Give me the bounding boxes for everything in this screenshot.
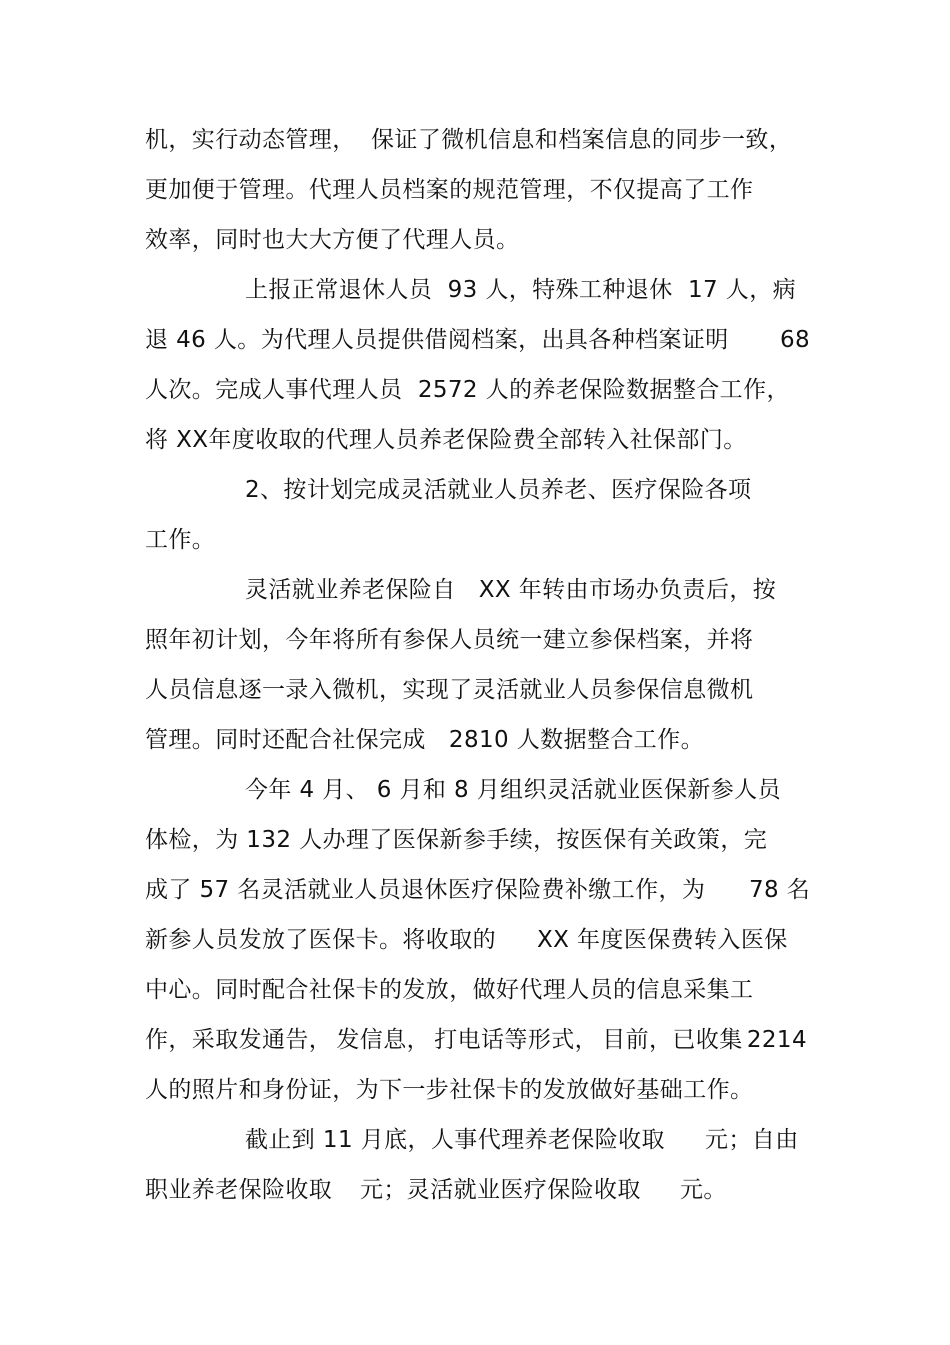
line-segment: 打电话等形式， — [434, 1027, 599, 1053]
paragraph-line: 今年 4 月、 6 月和 8 月组织灵活就业医保新参人员 — [245, 777, 781, 803]
paragraph-fragment: XX 年度医保费转入医保 — [537, 927, 788, 953]
paragraph-line: 将 XX年度收取的代理人员养老保险费全部转入社保部门。 — [145, 427, 747, 453]
paragraph-line: 退 46 人。为代理人员提供借阅档案，出具各种档案证明 — [145, 327, 729, 353]
line-segment: 2214 — [746, 1027, 807, 1053]
paragraph-line: 上报正常退休人员 93 人，特殊工种退休 17 人，病 — [245, 277, 796, 303]
paragraph-line: 成了 57 名灵活就业人员退休医疗保险费补缴工作，为 — [145, 877, 706, 903]
line-segment: 发信息， — [336, 1027, 431, 1053]
paragraph-line: 人员信息逐一录入微机，实现了灵活就业人员参保信息微机 — [145, 677, 754, 703]
paragraph-line: 效率，同时也大大方便了代理人员。 — [145, 227, 520, 253]
paragraph-line: 机，实行动态管理， 保证了微机信息和档案信息的同步一致， — [145, 127, 793, 153]
paragraph-number: 68 — [780, 327, 811, 353]
paragraph-line: 照年初计划，今年将所有参保人员统一建立参保档案，并将 — [145, 627, 754, 653]
paragraph-line: 管理。同时还配合社保完成 2810 人数据整合工作。 — [145, 727, 704, 753]
line-segment: 目前，已收集 — [602, 1027, 743, 1053]
section-heading: 2、按计划完成灵活就业人员养老、医疗保险各项 — [245, 477, 752, 503]
paragraph-fragment: 元。 — [680, 1177, 727, 1203]
paragraph-line: 新参人员发放了医保卡。将收取的 — [145, 927, 496, 953]
paragraph-line: 更加便于管理。代理人员档案的规范管理，不仅提高了工作 — [145, 177, 754, 203]
paragraph-line: 人的照片和身份证，为下一步社保卡的发放做好基础工作。 — [145, 1077, 754, 1103]
paragraph-fragment: 元；自由 — [705, 1127, 799, 1153]
paragraph-line: 灵活就业养老保险自 XX 年转由市场办负责后，按 — [245, 577, 777, 603]
section-heading-continued: 工作。 — [145, 527, 216, 553]
paragraph-line: 职业养老保险收取 — [145, 1177, 333, 1203]
paragraph-line: 体检，为 132 人办理了医保新参手续，按医保有关政策，完 — [145, 827, 768, 853]
paragraph-fragment: 元；灵活就业医疗保险收取 — [360, 1177, 641, 1203]
paragraph-line-justified — [145, 1024, 807, 1056]
paragraph-fragment: 78 名 — [749, 877, 811, 903]
paragraph-line: 中心。同时配合社保卡的发放，做好代理人员的信息采集工 — [145, 977, 754, 1003]
paragraph-line: 截止到 11 月底，人事代理养老保险收取 — [245, 1127, 665, 1153]
line-segment: 作，采取发通告， — [145, 1027, 333, 1053]
paragraph-line: 人次。完成人事代理人员 2572 人的养老保险数据整合工作， — [145, 377, 790, 403]
